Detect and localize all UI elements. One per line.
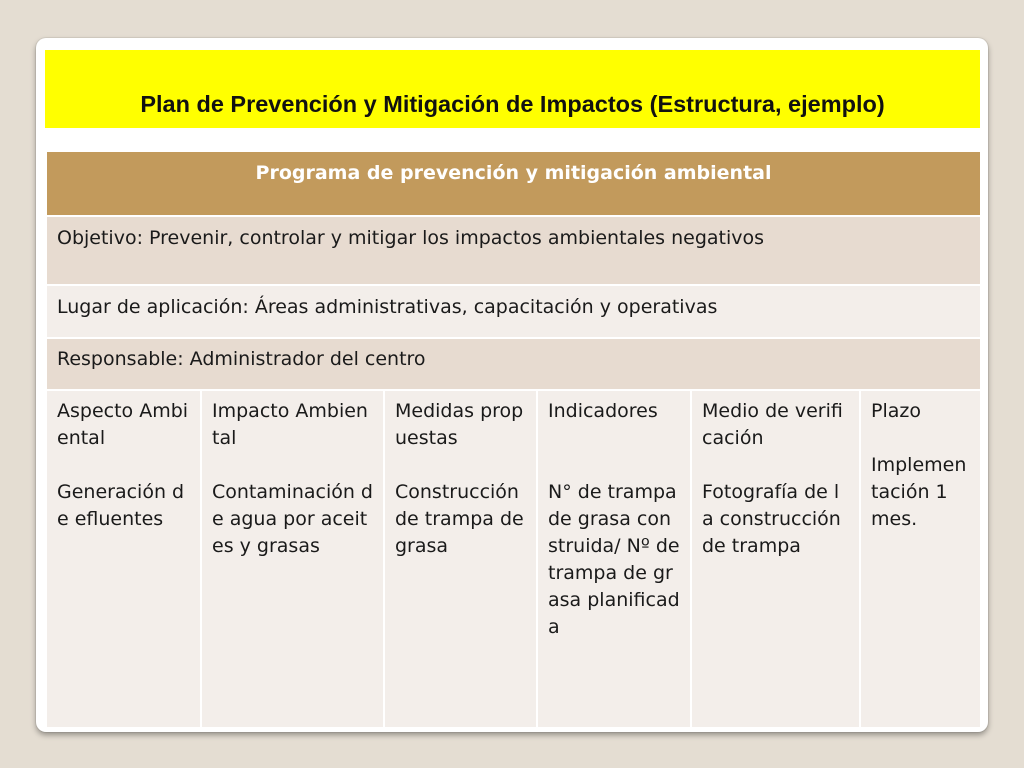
title-bar <box>45 50 980 128</box>
column-content: Generación de efluentes <box>57 481 185 530</box>
location-cell: Lugar de aplicación: Áreas administrativas, capacitación y operativas <box>46 285 981 338</box>
column-heading: Aspecto Ambiental <box>57 400 189 449</box>
column-heading: Plazo <box>871 400 921 422</box>
column-content: Contaminación de agua por aceites y grasas <box>212 481 373 557</box>
column-content: N° de trampa de grasa construida/ Nº de trampa de grasa planificada <box>548 481 680 638</box>
column-content: Implementación 1 mes. <box>871 454 967 530</box>
column-heading: Impacto Ambiental <box>212 400 368 449</box>
indicators-cell <box>537 390 691 728</box>
impact-cell <box>201 390 384 728</box>
measures-cell <box>384 390 537 728</box>
objective-cell: Objetivo: Prevenir, controlar y mitigar los impactos ambientales negativos <box>46 216 981 285</box>
aspect-cell <box>46 390 201 728</box>
column-content: Fotografía de la construcción de trampa <box>702 481 841 557</box>
objective-row <box>46 216 981 285</box>
table-header-row <box>46 151 981 216</box>
column-heading: Medio de verificación <box>702 400 843 449</box>
location-row <box>46 285 981 338</box>
verification-cell <box>691 390 860 728</box>
responsible-row <box>46 338 981 390</box>
slide-title: Plan de Prevención y Mitigación de Impactos (Estructura, ejemplo) <box>140 91 885 117</box>
column-heading: Medidas propuestas <box>395 400 524 449</box>
program-table <box>45 150 982 729</box>
table-header: Programa de prevención y mitigación ambiental <box>46 151 981 216</box>
slide <box>36 38 988 732</box>
responsible-cell: Responsable: Administrador del centro <box>46 338 981 390</box>
detail-row <box>46 390 981 728</box>
column-heading: Indicadores <box>548 400 658 422</box>
column-content: Construcción de trampa de grasa <box>395 481 524 557</box>
deadline-cell <box>860 390 981 728</box>
